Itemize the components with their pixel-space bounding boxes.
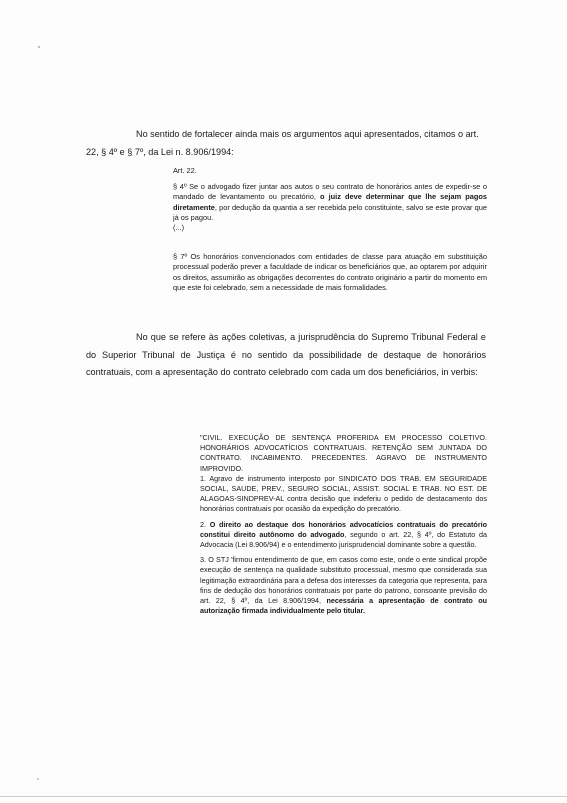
scan-speck: [38, 46, 40, 48]
jurisprudence-item-2: 2. O direito ao destaque dos honorários advocatícios contratuais do precatório constitui direito autônomo do advogado, segundo o art. 22, § 4º, do Estatuto da Advocacia (Lei 8.906/94) e o entendimento jurisprudencial dominante sobre a questão.: [200, 519, 487, 550]
jurisprudence-header: "CIVIL. EXECUÇÃO DE SENTENÇA PROFERIDA EM PROCESSO COLETIVO. HONORÁRIOS ADVOCATÍCIOS CONTRATUAIS. RETENÇÃO SEM JUNTADA DO CONTRATO. INCABIMENTO. PRECEDENTES. AGRAVO DE INSTRUMENTO IMPROVIDO.: [200, 433, 487, 473]
collective-paragraph: [86, 329, 486, 382]
jurisprudence-item-3-emphasis: necessária a apresentação de contrato ou autorização firmada individualmente pelo titular.: [200, 596, 487, 616]
intro-paragraph: [86, 126, 486, 161]
page-bottom-edge: [0, 796, 567, 797]
collective-text: No que se refere às ações coletivas, a jurisprudência do Supremo Tribunal Federal e do Superior Tribunal de Justiça é no sentido da possibilidade de destaque de honorários contratuais, com a apresentação do contrato celebrado com cada um dos beneficiários, in verbis:: [86, 332, 486, 378]
statute-quote: [173, 166, 487, 293]
statute-paragraph-7: § 7º Os honorários convencionados com entidades de classe para atuação em substituição processual poderão prever a faculdade de indicar os beneficiários que, ao optarem por adquirir os direitos, assumirão as obrigações decorrentes do contrato originário a partir do momento em que este foi celebrado, sem a necessidade de mais formalidades.: [173, 252, 487, 292]
jurisprudence-quote: [200, 433, 487, 616]
statute-ellipsis: (...): [173, 223, 185, 233]
statute-paragraph-4: § 4º Se o advogado fizer juntar aos autos o seu contrato de honorários antes de expedir-se o mandado de levantamento ou precatório, o juiz deve determinar que lhe sejam pagos diretamente, por dedução da quantia a ser recebida pelo constituinte, salvo se este provar que já os pagou.: [173, 182, 487, 222]
jurisprudence-item-2-emphasis: O direito ao destaque dos honorários advocatícios contratuais do precatório constitui direito autônomo do advogado: [200, 519, 487, 539]
scan-speck: [37, 778, 39, 780]
statute-p4-emphasis: o juiz deve determinar que lhe sejam pagos diretamente: [173, 192, 487, 212]
statute-article: Art. 22.: [173, 166, 197, 175]
jurisprudence-item-3: 3. O STJ 'firmou entendimento de que, em casos como este, onde o ente sindical propõe execução de sentença na qualidade substituto processual, mesmo que considerada sua legitimação extraordinária para a defesa dos interesses da categoria que representa, para fins de dedução dos honorários contratuais por parte do patrono, consoante previsão do art. 22, § 4º, da Lei 8.906/1994, necessária a apresentação de contrato ou autorização firmada individualmente pelo titular.: [200, 555, 487, 616]
intro-line-1: No sentido de fortalecer ainda mais os argumentos aqui apresentados, citamos o art.: [136, 129, 479, 139]
jurisprudence-item-1: 1. Agravo de instrumento interposto por SINDICATO DOS TRAB. EM SEGURIDADE SOCIAL, SAUDE, PREV., SEGURO SOCIAL, ASSIST. SOCIAL E TRAB. NO EST. DE ALAGOAS-SINDPREV-AL contra decisão que indeferiu o pedido de destacamento dos honorários contratuais por ocasião da expedição do precatório.: [200, 473, 487, 514]
intro-line-2: 22, § 4º e § 7º, da Lei n. 8.906/1994:: [86, 146, 234, 157]
